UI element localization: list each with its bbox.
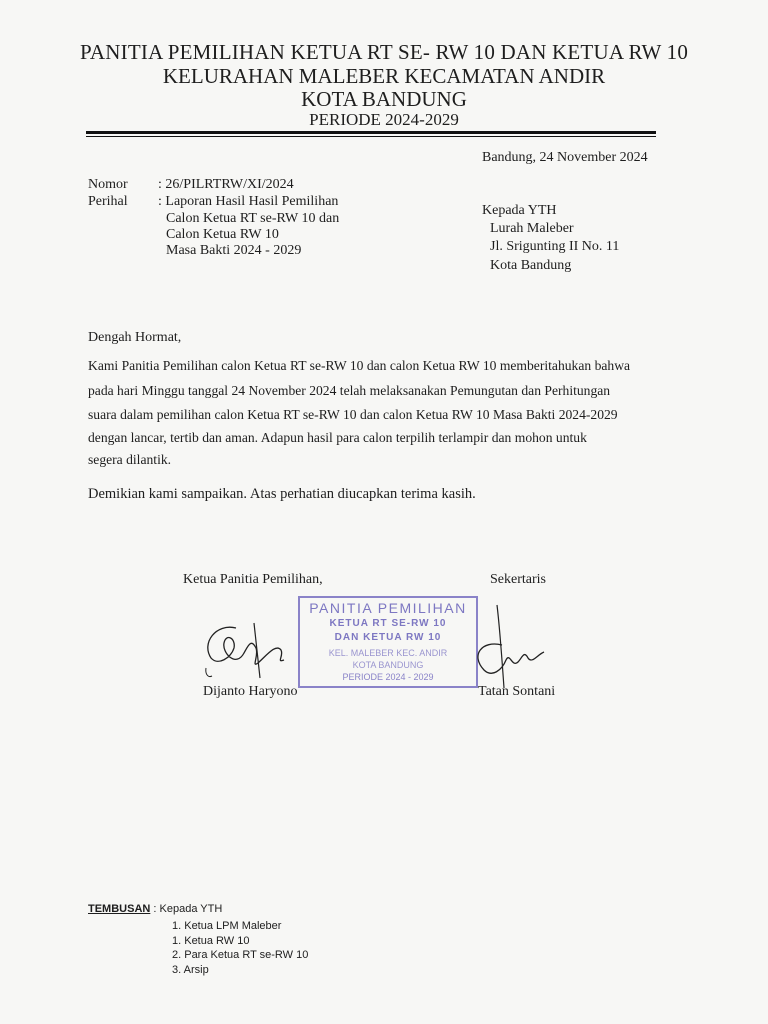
paragraph-line: Kami Panitia Pemilihan calon Ketua RT se-RW 10 dan calon Ketua RW 10 memberitahukan bahwa [88,358,631,373]
nomor-label: Nomor [88,177,128,192]
paragraph-line: segera dilantik. [88,452,172,467]
paragraph-line: dengan lancar, tertib dan aman. Adapun hasil para calon terpilih terlampir dan mohon untuk [88,430,587,445]
stamp-line: PANITIA PEMILIHAN [309,600,467,616]
letter-date: Bandung, 24 November 2024 [482,150,648,165]
perihal-line: Calon Ketua RT se-RW 10 dan [166,211,340,226]
stamp-line: KOTA BANDUNG [352,660,424,670]
header-line-1: PANITIA PEMILIHAN KETUA RT SE- RW 10 DAN KETUA RW 10 [79,40,689,64]
perihal-line: Calon Ketua RW 10 [166,227,279,242]
header-line-2: KELURAHAN MALEBER KECAMATAN ANDIR [162,64,606,88]
signature-left-title: Ketua Panitia Pemilihan, [183,572,323,587]
tembusan-suffix: : Kepada YTH [150,903,223,915]
signature-right-title: Sekertaris [490,572,546,587]
recipient-line: Kota Bandung [490,258,572,273]
recipient-line: Kepada YTH [482,203,557,218]
header-line-3: KOTA BANDUNG [301,87,467,111]
tembusan-item: 1. Ketua RW 10 [172,935,250,947]
tembusan-item: 3. Arsip [172,964,209,976]
tembusan-label: TEMBUSAN [88,903,151,915]
paragraph-line: pada hari Minggu tanggal 24 November 2024 telah melaksanakan Pemungutan dan Perhitungan [88,383,611,398]
stamp-line: KETUA RT SE-RW 10 [329,618,447,629]
recipient-line: Lurah Maleber [490,221,574,236]
perihal-label: Perihal [88,194,128,209]
nomor-value: : 26/PILRTRW/XI/2024 [158,177,294,192]
stamp-line: DAN KETUA RW 10 [334,632,442,643]
tembusan-item: 2. Para Ketua RT se-RW 10 [172,949,309,961]
committee-stamp [298,596,478,688]
greeting: Dengah Hormat, [88,330,182,345]
closing-line: Demikian kami sampaikan. Atas perhatian diucapkan terima kasih. [88,486,476,502]
paragraph-line: suara dalam pemilihan calon Ketua RT se-RW 10 dan calon Ketua RW 10 Masa Bakti 2024-2029 [88,407,618,422]
header-divider-thick [86,131,656,134]
perihal-line: Masa Bakti 2024 - 2029 [166,243,302,258]
tembusan-item: 1. Ketua LPM Maleber [172,920,282,932]
header-divider-thin [86,136,656,137]
signature-left-image [196,608,306,688]
header-period: PERIODE 2024-2029 [309,110,459,129]
signature-right-image [462,600,552,692]
recipient-line: Jl. Srigunting II No. 11 [490,239,620,254]
perihal-line: : Laporan Hasil Hasil Pemilihan [158,194,339,209]
signature-right-name: Tatan Sontani [478,684,556,699]
stamp-line: PERIODE 2024 - 2029 [342,672,434,682]
tembusan-header [88,903,222,915]
stamp-line: KEL. MALEBER KEC. ANDIR [328,648,448,658]
signature-left-name: Dijanto Haryono [203,684,298,699]
